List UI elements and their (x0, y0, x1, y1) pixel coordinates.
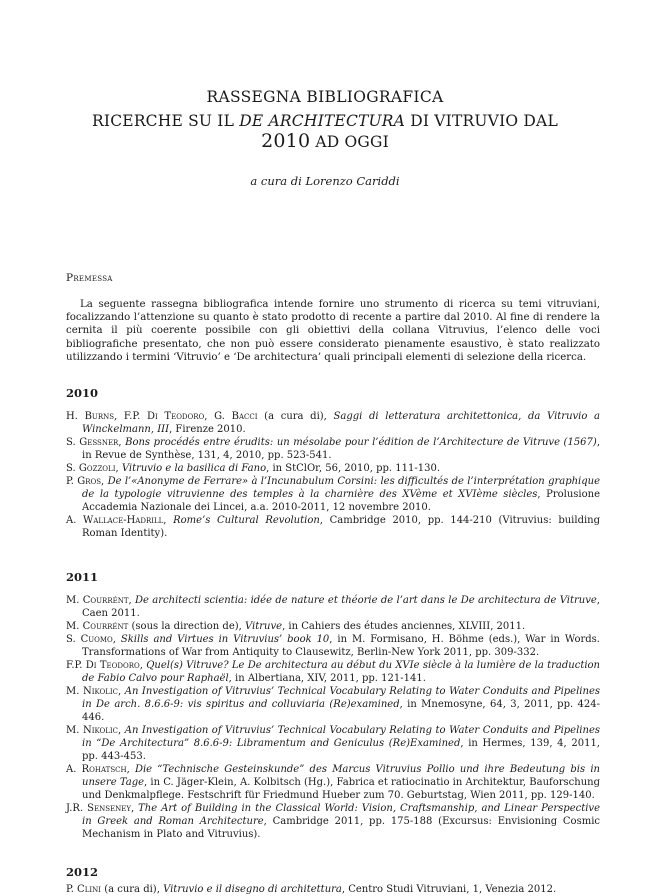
subtitle (66, 112, 584, 152)
entry-author: M. Courrént (66, 595, 129, 607)
bibliography-list-2012 (66, 883, 600, 896)
bibliography-entry (66, 633, 600, 659)
year-heading-2011: 2011 (66, 570, 99, 585)
entry-author: S. Gozzoli (66, 463, 116, 475)
entry-note: , (115, 463, 122, 475)
entry-rest: , Firenze 2010. (169, 424, 246, 436)
entry-author: A. Wallace-Hadrill (66, 515, 164, 527)
entry-rest: , in Mnemosyne, 64, 3, 2011, pp. 424-446. (82, 699, 600, 724)
entry-note: , (118, 437, 126, 449)
bibliography-entry (66, 620, 600, 633)
entry-title: Rome’s Cultural Revolution (173, 515, 320, 527)
bibliography-entry (66, 802, 600, 841)
bibliography-entry (66, 763, 600, 802)
entry-author: P. Gros (66, 476, 102, 488)
entry-rest: , Cambridge 2010, pp. 144-210 (Vitruvius: building Roman Identity). (82, 515, 601, 540)
entry-rest: , in M. Formisano, H. Böhme (eds.), War in Words. Transformations of War from Antiquity to Clausewitz, Berlin-New York 2011, pp. 309-332. (82, 634, 600, 659)
entry-author: M. Nikolic (66, 725, 119, 737)
entry-rest: , in Albertiana, XIV, 2011, pp. 121-141. (228, 673, 426, 685)
entry-title: Vitruvio e il disegno di architettura (163, 884, 342, 896)
entry-title: An Investigation of Vitruvius’ Technical Vocabulary Relating to Water Conduits and Pipelines in “De Architectura” 8.6.6-9: Libramentum and Geniculus (Re)Examined (82, 725, 600, 750)
subtitle-part-1: RICERCHE SU IL (92, 112, 240, 130)
entry-title: Skills and Virtues in Vitruvius’ book 10 (120, 634, 330, 646)
entry-title: Bons procédés entre érudits: un mésolabe pour l’édition de l’Architecture de Vitruve (1567) (125, 437, 597, 449)
curator-line: a cura di Lorenzo Cariddi (250, 174, 400, 188)
subtitle-part-2: DI VITRUVIO DAL (405, 112, 558, 130)
bibliography-entry (66, 410, 600, 436)
entry-rest: , Centro Studi Vitruviani, 1, Venezia 2012. (341, 884, 557, 896)
entry-rest: , in StClOr, 56, 2010, pp. 111-130. (266, 463, 441, 475)
entry-title: De l’«Anonyme de Ferrare» à l’Incunabulum Corsini: les difficultés de l’interprétation graphique de la typologie vitruvienne des temples à la charnière des XVème et XVIème siècles (82, 476, 601, 501)
entry-note: (sous la direction de), (128, 621, 245, 633)
entry-author: P. Clini (66, 884, 102, 896)
year-heading-2010: 2010 (66, 386, 99, 401)
entry-note: (a cura di), (101, 884, 164, 896)
bibliography-entry (66, 594, 600, 620)
entry-note: , (118, 686, 125, 698)
entry-note: , (118, 725, 125, 737)
entry-note: , (112, 634, 121, 646)
bibliography-entry (66, 724, 600, 763)
entry-title: The Art of Building in the Classical World: Vision, Craftsmanship, and Linear Perspective in Greek and Roman Architecture (82, 803, 600, 828)
entry-author: A. Rohatsch (66, 764, 127, 776)
entry-author: M. Nikolic (66, 686, 119, 698)
title-block (66, 88, 584, 188)
entry-note: , (128, 595, 136, 607)
entry-title: Die “Technische Gesteinskunde” des Marcus Vitruvius Pollio und ihre Bedeutung bis in unsere Tage (82, 764, 600, 789)
subtitle-part-3: AD OGGI (310, 133, 389, 151)
entry-author: S. Gessner (66, 437, 119, 449)
bibliography-entry (66, 462, 600, 475)
bibliography-list-2011 (66, 594, 600, 841)
entry-note: , (163, 515, 174, 527)
entry-author: S. Cuomo (66, 634, 113, 646)
subtitle-italic: DE ARCHITECTURA (239, 112, 406, 130)
entry-rest: , in Revue de Synthèse, 131, 4, 2010, pp. 523-541. (82, 437, 600, 462)
entry-rest: , Caen 2011. (82, 595, 600, 620)
entry-title: An Investigation of Vitruvius’ Technical Vocabulary Relating to Water Conduits and Pipelines in De arch. 8.6.6-9: vis spiritus and colluviaria (Re)examined (82, 686, 600, 711)
year-heading-2012: 2012 (66, 865, 99, 880)
bibliography-entry (66, 436, 600, 462)
entry-rest: , in Cahiers des études anciennes, XLVIII, 2011. (282, 621, 526, 633)
entry-title: Saggi di letteratura architettonica, da Vitruvio a Winckelmann, III (82, 411, 601, 436)
entry-note: , (139, 660, 147, 672)
entry-rest: , Cambridge 2011, pp. 175-188 (Excursus: Envisioning Cosmic Mechanism in Plato and Vitruvius). (82, 816, 600, 841)
subtitle-year: 2010 (261, 130, 311, 152)
bibliography-entry (66, 883, 600, 896)
entry-title: Vitruvio e la basilica di Fano (121, 463, 267, 475)
entry-rest: , in Hermes, 139, 4, 2011, pp. 443-453. (82, 738, 600, 763)
entry-rest: , in C. Jäger-Klein, A. Kolbitsch (Hg.), Fabrica et ratiocinatio in Architektur, Bauforschung und Denkmalpflege. Festschrift für Friedmund Hueber zum 70. Geburtstag, Wien 2011, pp. 129-140. (82, 777, 600, 802)
entry-note: , (126, 764, 135, 776)
main-title: RASSEGNA BIBLIOGRAFICA (206, 88, 444, 106)
entry-note: , (130, 803, 139, 815)
entry-rest: , Prolusione Accademia Nazionale dei Lincei, a.a. 2010-2011, 12 novembre 2010. (82, 489, 601, 514)
premessa-heading: Premessa (66, 272, 113, 284)
entry-note: (a cura di), (257, 411, 334, 423)
bibliography-list-2010 (66, 410, 600, 540)
entry-author: J.R. Senseney (66, 803, 131, 815)
bibliography-entry (66, 659, 600, 685)
entry-author: F.P. Di Teodoro (66, 660, 140, 672)
bibliography-entry (66, 514, 600, 540)
bibliography-entry (66, 685, 600, 724)
entry-title: De architecti scientia: idée de nature et théorie de l’art dans le De architectura de Vitruve (135, 595, 597, 607)
premessa-text: La seguente rassegna bibliografica intende fornire uno strumento di ricerca su temi vitruviani, focalizzando l’attenzione su quanto è stato prodotto di recente a partire dal 2010. Al fine di rendere la cernita il più coerente possibile con gli obiettivi della collana Vitruvius, l’elenco delle voci bibliografiche presentato, che non può essere considerato pienamente esaustivo, è stato realizzato utilizzando i termini ‘Vitruvio’ e ‘De architectura’ quali principali elementi di selezione della ricerca. (66, 299, 600, 363)
entry-author: M. Courrént (66, 621, 129, 633)
entry-title: Quel(s) Vitruve? Le De architectura au début du XVIe siècle à la lumière de la traduction de Fabio Calvo pour Raphaël (82, 660, 600, 685)
entry-note: , (101, 476, 108, 488)
entry-title: Vitruve (245, 621, 283, 633)
entry-author: H. Burns, F.P. Di Teodoro, G. Bacci (66, 411, 258, 423)
bibliography-entry (66, 475, 600, 514)
